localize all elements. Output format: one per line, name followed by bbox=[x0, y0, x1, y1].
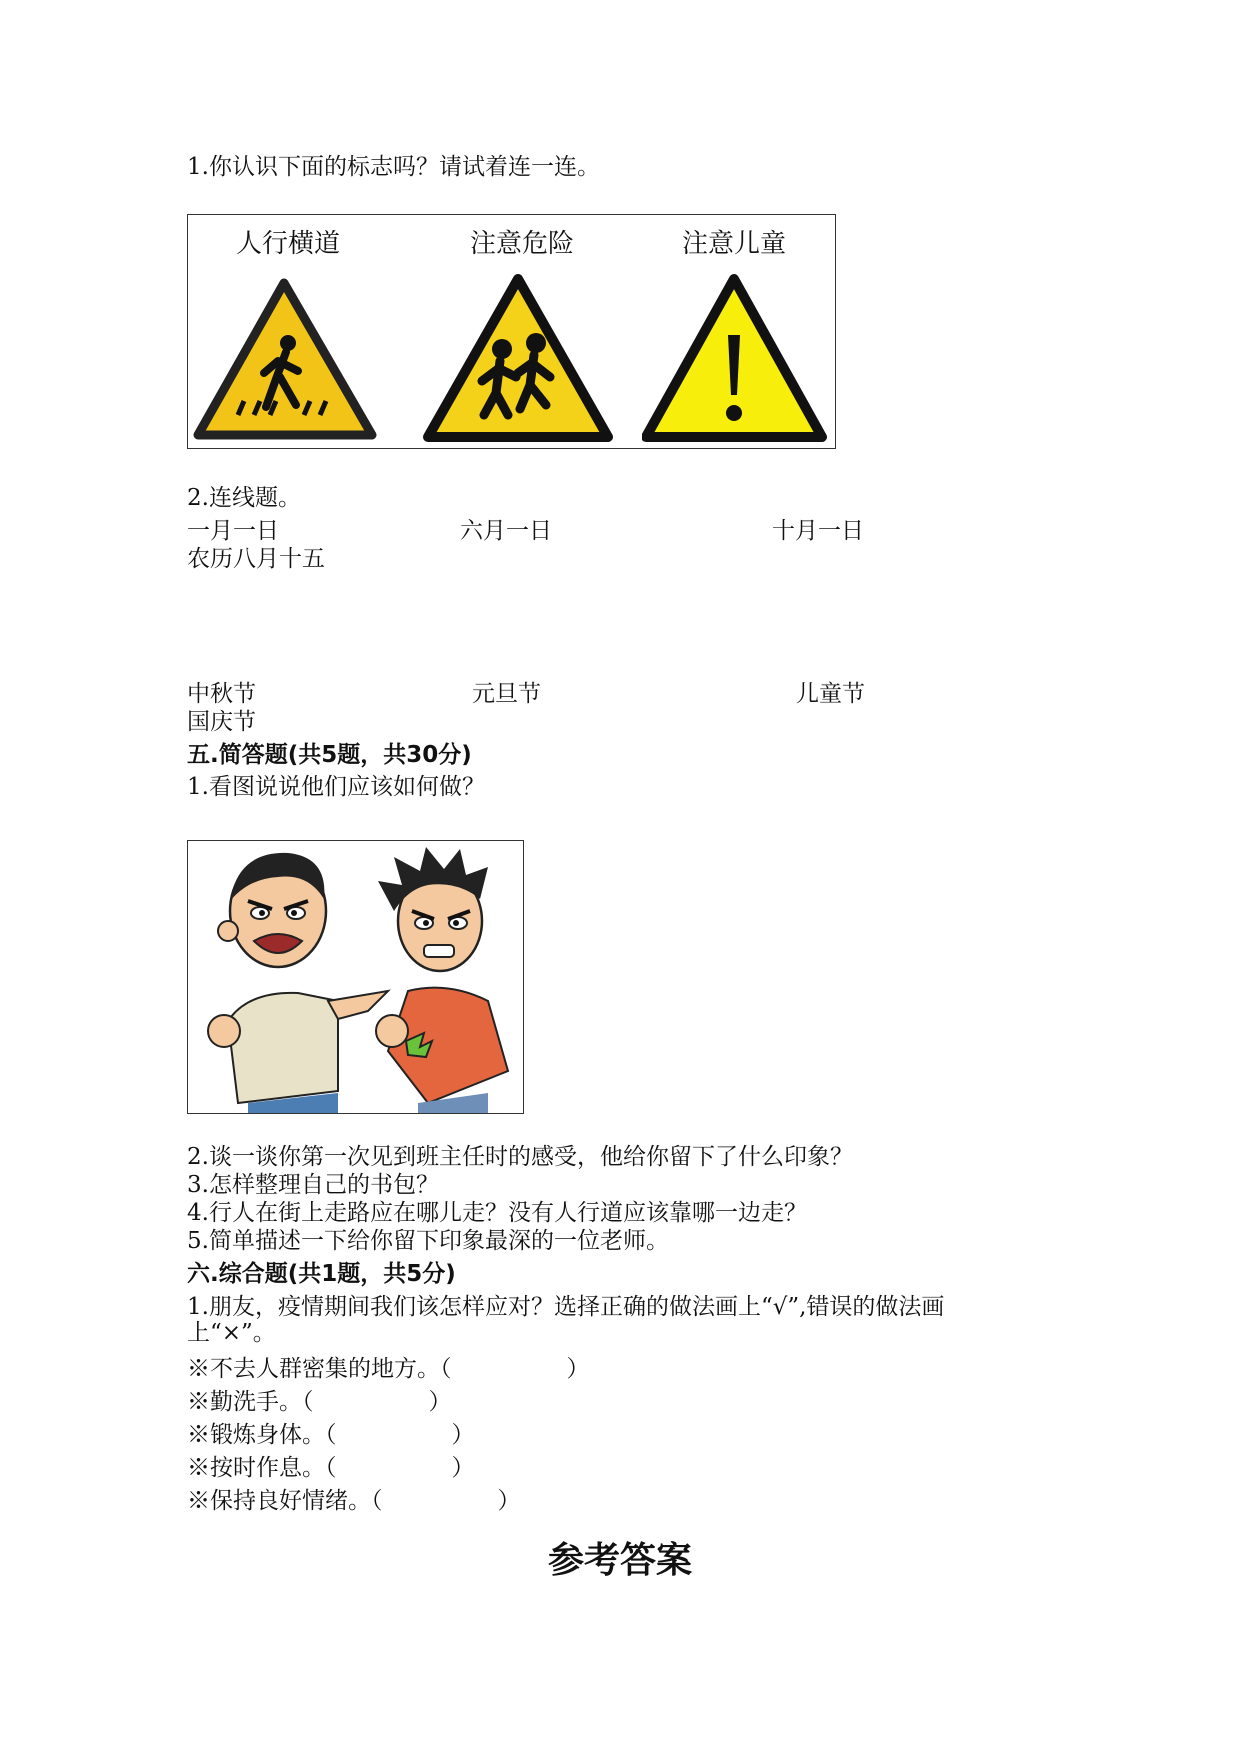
festival-childrens-day: 儿童节 bbox=[796, 681, 865, 707]
section-5-question-1: 1.看图说说他们应该如何做？ bbox=[187, 774, 485, 800]
warning-exclamation-sign-icon bbox=[642, 273, 827, 445]
section-5-question-3: 3.怎样整理自己的书包？ bbox=[187, 1172, 439, 1198]
sign-label-children: 注意儿童 bbox=[682, 229, 787, 259]
section-6-question-1-line-2: 上“×”。 bbox=[187, 1320, 276, 1346]
question-matching: 2.连线题。 bbox=[187, 485, 301, 511]
arguing-boys-illustration bbox=[187, 840, 524, 1114]
date-lunar-aug-15: 农历八月十五 bbox=[187, 546, 325, 572]
checklist-item-avoid-crowds: ※不去人群密集的地方。（ ） bbox=[187, 1356, 590, 1382]
sign-image-box bbox=[187, 214, 836, 449]
checklist-item-regular-schedule: ※按时作息。（ ） bbox=[187, 1455, 475, 1481]
sign-label-danger: 注意危险 bbox=[470, 229, 575, 259]
section-5-question-5: 5.简单描述一下给你留下印象最深的一位老师。 bbox=[187, 1228, 669, 1254]
section-6-heading: 六.综合题(共1题，共5分) bbox=[187, 1261, 456, 1287]
date-oct-1: 十月一日 bbox=[772, 518, 864, 544]
checklist-item-exercise: ※锻炼身体。（ ） bbox=[187, 1422, 475, 1448]
pedestrian-crossing-sign-icon bbox=[192, 277, 377, 442]
checklist-item-good-mood: ※保持良好情绪。（ ） bbox=[187, 1488, 521, 1514]
festival-new-year: 元旦节 bbox=[472, 681, 541, 707]
section-5-question-4: 4.行人在街上走路应在哪儿走？没有人行道应该靠哪一边走？ bbox=[187, 1200, 807, 1226]
question-signs: 1.你认识下面的标志吗？请试着连一连。 bbox=[187, 154, 600, 180]
checklist-item-wash-hands: ※勤洗手。（ ） bbox=[187, 1389, 452, 1415]
festival-mid-autumn: 中秋节 bbox=[187, 681, 256, 707]
section-6-question-1-line-1: 1.朋友，疫情期间我们该怎样应对？选择正确的做法画上“√”,错误的做法画 bbox=[187, 1294, 945, 1320]
date-jun-1: 六月一日 bbox=[460, 518, 552, 544]
children-crossing-sign-icon bbox=[422, 273, 614, 445]
festival-national-day: 国庆节 bbox=[187, 709, 256, 735]
section-5-question-2: 2.谈一谈你第一次见到班主任时的感受，他给你留下了什么印象？ bbox=[187, 1144, 853, 1170]
sign-label-crosswalk: 人行横道 bbox=[236, 229, 341, 259]
date-jan-1: 一月一日 bbox=[187, 518, 279, 544]
section-5-heading: 五.简答题(共5题，共30分) bbox=[187, 742, 472, 768]
arguing-boys-icon bbox=[188, 841, 524, 1114]
answer-key-title: 参考答案 bbox=[547, 1539, 692, 1581]
